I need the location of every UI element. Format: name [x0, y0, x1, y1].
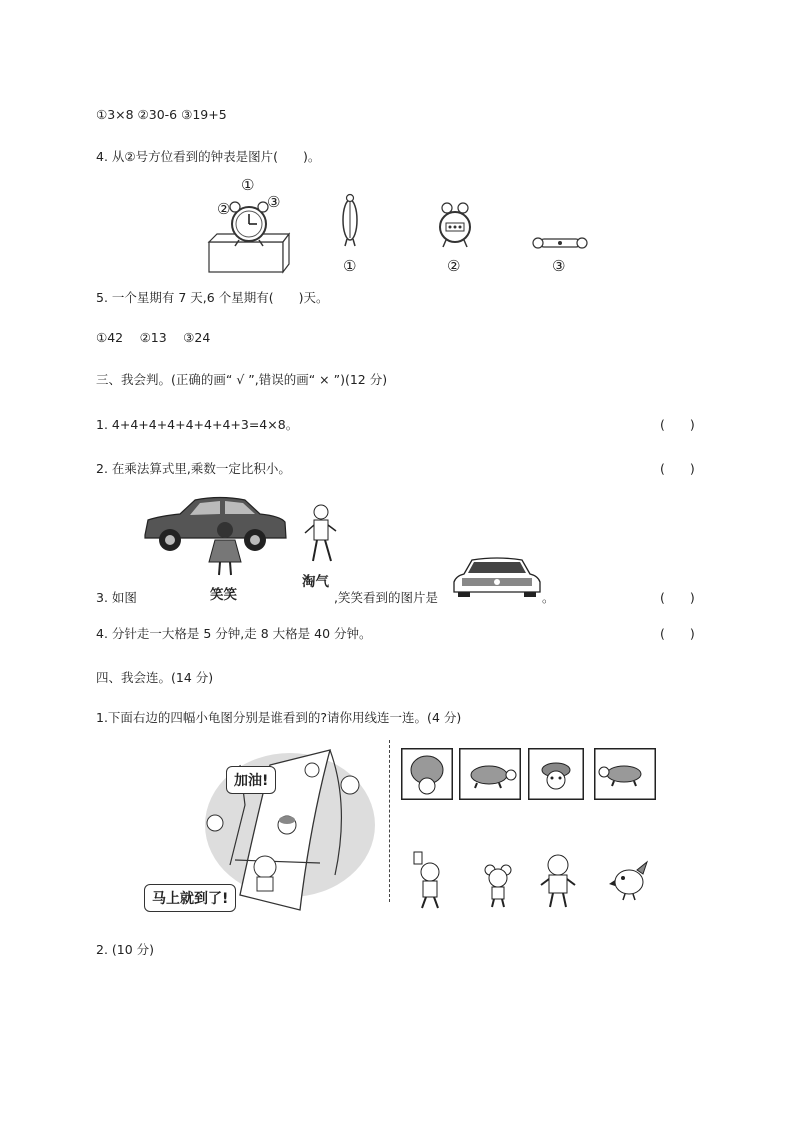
option-label-3: ③ [552, 257, 566, 275]
direction-label-1: ① [241, 176, 255, 194]
car-front-view-image [452, 556, 542, 598]
judge-3-suffix: ,笑笑看到的图片是 [334, 590, 438, 605]
judge-1: 1. 4+4+4+4+4+4+4+3=4×8。 [96, 417, 299, 432]
bird-figure[interactable] [607, 860, 651, 902]
judge-4-answer[interactable]: ( ) [660, 626, 695, 641]
turtle-view-box-3[interactable] [528, 748, 584, 800]
direction-label-2: ② [217, 200, 231, 218]
speech-bubble-top: 加油! [226, 766, 276, 794]
judge-3-end: 。 [542, 590, 555, 605]
section-4-title: 四、我会连。(14 分) [96, 670, 214, 685]
girl-name-label: 笑笑 [210, 587, 237, 603]
turtle-view-box-2[interactable] [459, 748, 521, 800]
turtle-view-box-1[interactable] [401, 748, 453, 800]
clock-top-view-image [532, 235, 588, 251]
section-4-question-2: 2. (10 分) [96, 942, 155, 957]
option-label-1: ① [343, 257, 357, 275]
girl-figure [205, 520, 245, 580]
speech-bubble-bottom: 马上就到了! [144, 884, 236, 912]
judge-4: 4. 分针走一大格是 5 分钟,走 8 大格是 40 分钟。 [96, 626, 372, 641]
clock-back-view-image [437, 200, 473, 250]
monkey-climber-figure[interactable] [410, 850, 450, 912]
q3-options: ①3×8 ②30-6 ③19+5 [96, 107, 227, 122]
turtle-view-box-4[interactable] [594, 748, 656, 800]
question-5: 5. 一个星期有 7 天,6 个星期有( )天。 [96, 290, 329, 305]
monkey-back-figure[interactable] [538, 853, 578, 911]
judge-1-answer[interactable]: ( ) [660, 417, 695, 432]
section-3-title: 三、我会判。(正确的画“ √ ”,错误的画“ × ”)(12 分) [96, 372, 388, 387]
dashed-divider [389, 740, 390, 902]
boy-figure [303, 503, 339, 565]
judge-3-prefix: 3. 如图 [96, 590, 137, 605]
judge-3-answer[interactable]: ( ) [660, 590, 695, 605]
question-4: 4. 从②号方位看到的钟表是图片( )。 [96, 149, 321, 164]
q5-options: ①42 ②13 ③24 [96, 330, 211, 345]
direction-label-3: ③ [267, 193, 281, 211]
mouse-figure[interactable] [482, 862, 514, 910]
judge-2-answer[interactable]: ( ) [660, 461, 695, 476]
judge-2: 2. 在乘法算式里,乘数一定比积小。 [96, 461, 291, 476]
boy-name-label: 淘气 [302, 574, 329, 590]
section-4-question-1: 1.下面右边的四幅小龟图分别是谁看到的?请你用线连一连。(4 分) [96, 710, 462, 725]
clock-side-view-image [335, 192, 365, 252]
option-label-2: ② [447, 257, 461, 275]
